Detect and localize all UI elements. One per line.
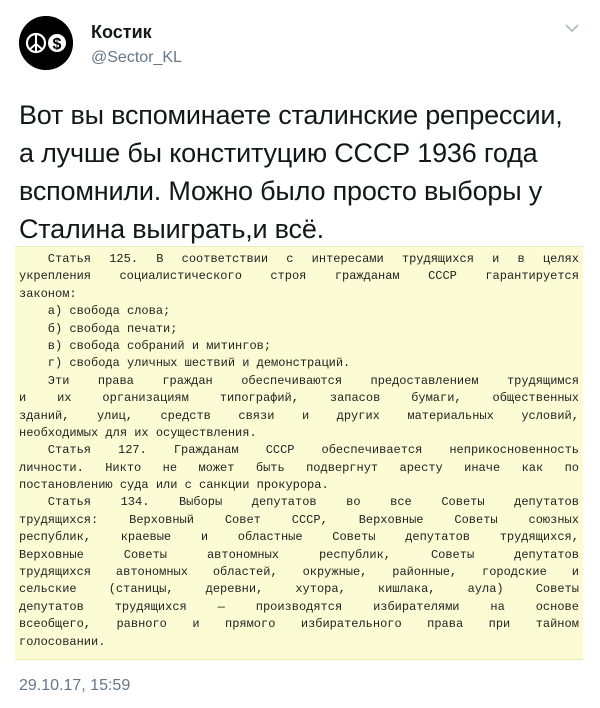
document-line: трудящихся: Верховный Совет СССР, Верховные Советы союзных <box>19 512 579 527</box>
author-name[interactable]: Костик <box>91 22 152 42</box>
document-line: необходимых для их осуществления. <box>19 425 257 440</box>
document-line: в) свобода собраний и митингов; <box>19 338 272 353</box>
document-line: Эти права граждан обеспечиваются предоставлением трудящимся <box>19 373 579 388</box>
document-line: всеобщего, равного и прямого избирательного права при тайном <box>19 617 579 632</box>
peace-dollar-icon <box>19 16 73 70</box>
document-line: республик, краевые и областные Советы депутатов трудящихся, <box>19 530 579 545</box>
svg-text:$: $ <box>52 36 62 53</box>
document-line: Статья 127. Гражданам СССР обеспечивается неприкосновенность <box>19 443 579 458</box>
document-line: Статья 134. Выборы депутатов во все Советы депутатов <box>19 495 579 510</box>
document-line: личности. Никто не может быть подвергнут аресту иначе как по <box>19 460 579 475</box>
tweet-timestamp[interactable]: 29.10.17, 15:59 <box>19 677 131 694</box>
document-line: Верховные Советы автономных республик, Советы депутатов <box>19 547 579 562</box>
document-line: зданий, улиц, средств связи и других материальных условий, <box>19 408 579 423</box>
document-line: голосовании. <box>19 634 106 649</box>
document-line: укрепления социалистического строя гражданам СССР гарантируется <box>19 269 579 284</box>
chevron-down-icon[interactable] <box>564 22 580 34</box>
avatar[interactable] <box>19 16 73 70</box>
tweet-header <box>19 14 580 70</box>
document-line: депутатов трудящихся — производятся избирателями на основе <box>19 599 579 614</box>
document-line: Статья 125. В соответствии с интересами трудящихся и в целях <box>19 252 579 266</box>
document-line: законом: <box>19 286 77 301</box>
tweet-text: Вот вы вспоминаете сталинские репрессии, а лучше бы конституцию СССР 1936 года вспомнили. Можно было просто выборы у Сталина выиграть,и всё. <box>19 100 563 244</box>
document-line: а) свобода слова; <box>19 304 171 319</box>
author-handle[interactable]: @Sector_KL <box>91 49 182 66</box>
document-line: б) свобода печати; <box>19 321 178 336</box>
document-line: трудящихся автономных областей, окружные, районные, городские и <box>19 565 579 580</box>
document-line: и их организациям типографий, запасов бумаги, общественных <box>19 391 579 406</box>
document-line: сельские (станицы, деревни, хутора, кишлака, аула) Советы <box>19 582 579 597</box>
document-line: постановлению суда или с санкции прокурора. <box>19 478 329 493</box>
document-line: г) свобода уличных шествий и демонстраций. <box>19 356 351 371</box>
constitution-excerpt-image <box>15 246 583 660</box>
